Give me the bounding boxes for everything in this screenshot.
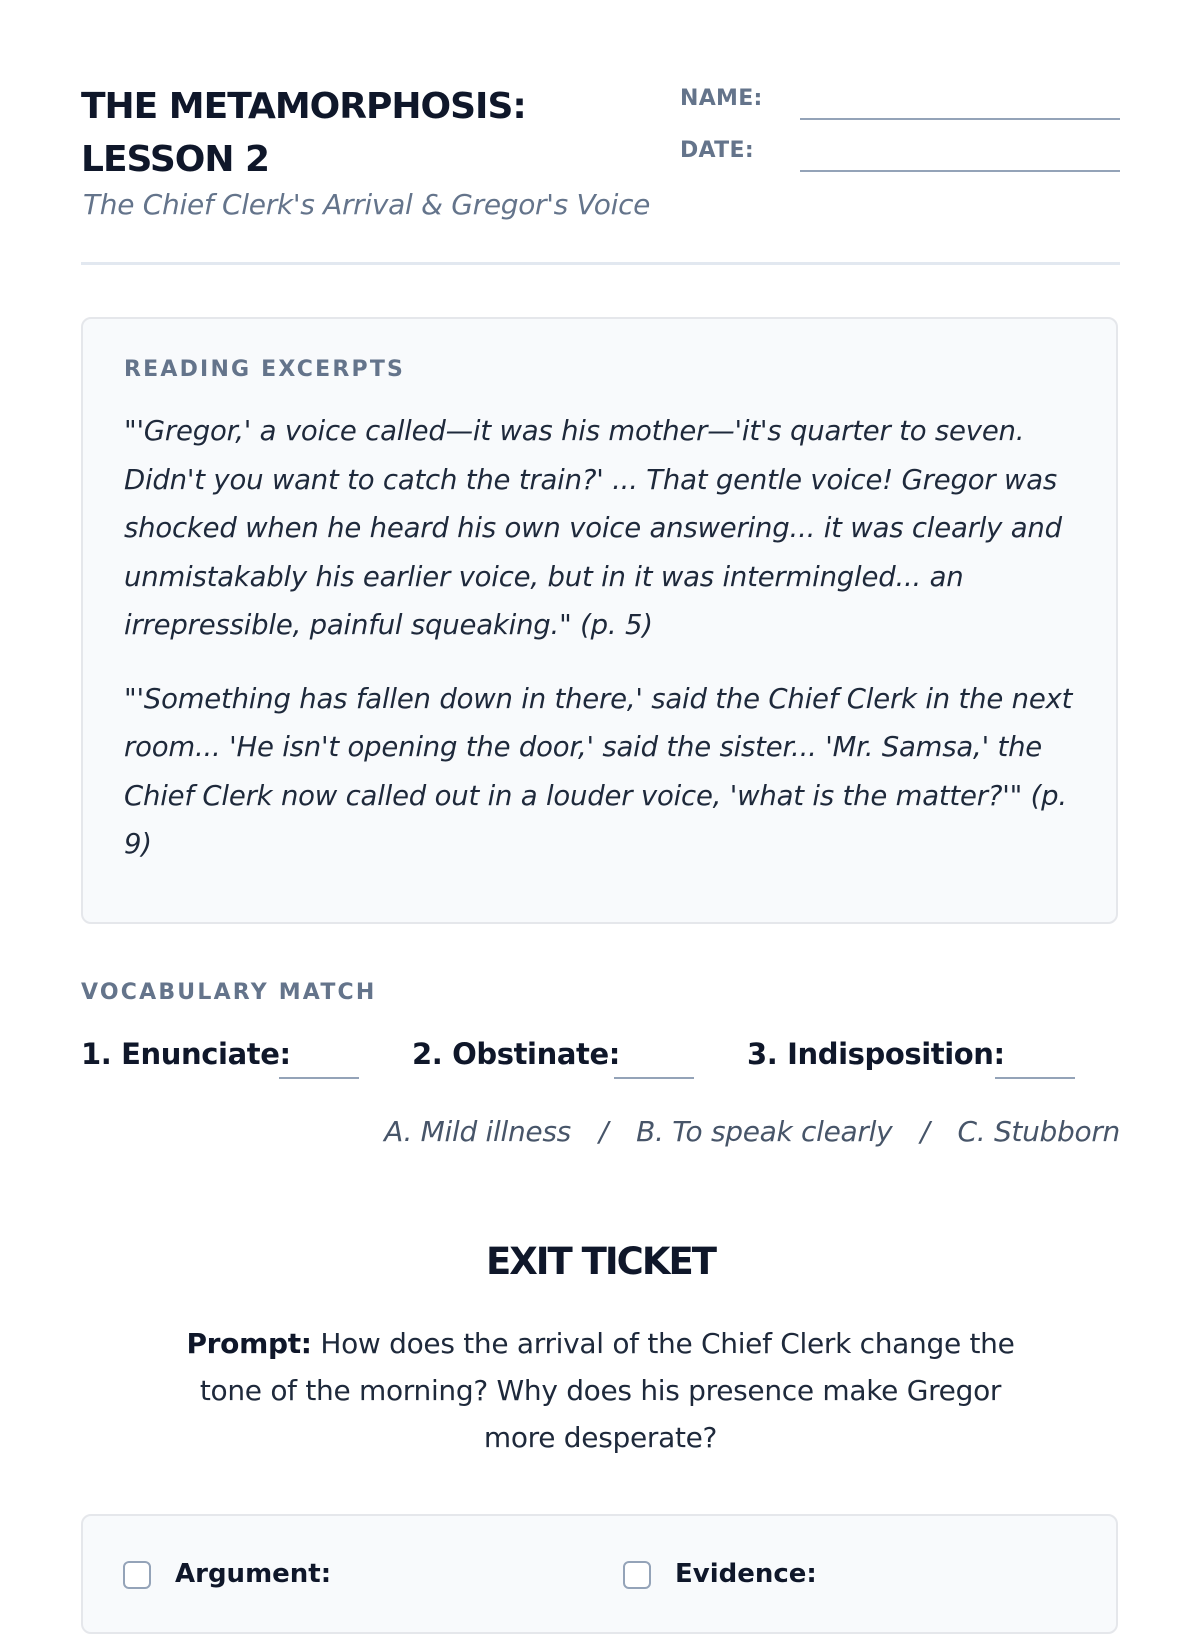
excerpts-label: READING EXCERPTS [124, 357, 406, 382]
date-label: DATE: [680, 138, 754, 163]
title-line-2: LESSON 2 [81, 139, 270, 180]
worksheet-header [81, 80, 1120, 265]
definition-c: C. Stubborn [957, 1115, 1120, 1148]
excerpt-1: "'Gregor,' a voice called—it was his mother—'it's quarter to seven. Didn't you want to catch the train?' ... That gentle voice! Gregor was shocked when he heard his own voice answering... it was clearly and unmistakably his earlier voice, but in it was intermingled... an irrepressible, painful squeaking." (p. 5) [124, 415, 1062, 641]
prompt-label: Prompt: [186, 1327, 312, 1360]
vocab-answer-blank[interactable] [279, 1077, 359, 1079]
evidence-checkbox[interactable] [623, 1561, 651, 1589]
vocab-term-enunciate [81, 1037, 291, 1085]
name-label: NAME: [680, 86, 763, 111]
worksheet-page [81, 0, 1120, 1600]
vocab-term-label: 1. Enunciate: [81, 1037, 291, 1071]
vocab-definitions [384, 1115, 1120, 1148]
checklist-label: Argument: [175, 1559, 332, 1589]
definition-a: A. Mild illness [384, 1115, 571, 1148]
vocab-term-obstinate [412, 1037, 620, 1085]
vocab-answer-blank[interactable] [995, 1077, 1075, 1079]
date-field[interactable] [680, 132, 1120, 174]
title-line-1: THE METAMORPHOSIS: [81, 86, 526, 127]
definition-b: B. To speak clearly [636, 1115, 893, 1148]
prompt-text: How does the arrival of the Chief Clerk change the tone of the morning? Why does his presence make Gregor more desperate? [199, 1327, 1015, 1454]
definition-separator: / [920, 1115, 930, 1148]
page-title [81, 80, 641, 186]
argument-checkbox[interactable] [123, 1561, 151, 1589]
vocab-answer-blank[interactable] [614, 1077, 694, 1079]
name-blank-line[interactable] [800, 118, 1120, 120]
name-field[interactable] [680, 80, 1120, 122]
reading-excerpts-box [81, 317, 1118, 924]
page-subtitle: The Chief Clerk's Arrival & Gregor's Voice [83, 188, 651, 221]
exit-ticket-checklist [81, 1514, 1118, 1634]
exit-ticket-title: EXIT TICKET [485, 1240, 716, 1283]
vocab-term-label: 3. Indisposition: [747, 1037, 1005, 1071]
vocab-term-indisposition [747, 1037, 1005, 1085]
checklist-label: Evidence: [675, 1559, 817, 1589]
exit-ticket-prompt [161, 1320, 1040, 1461]
vocabulary-label: VOCABULARY MATCH [81, 980, 377, 1005]
excerpt-2: "'Something has fallen down in there,' said the Chief Clerk in the next room... 'He isn't opening the door,' said the sister... 'Mr. Samsa,' the Chief Clerk now called out in a louder voice, 'what is the matter?'" (p. 9) [124, 682, 1073, 860]
vocabulary-terms [81, 1037, 1120, 1085]
vocab-term-label: 2. Obstinate: [412, 1037, 620, 1071]
definition-separator: / [598, 1115, 609, 1148]
date-blank-line[interactable] [800, 170, 1120, 172]
